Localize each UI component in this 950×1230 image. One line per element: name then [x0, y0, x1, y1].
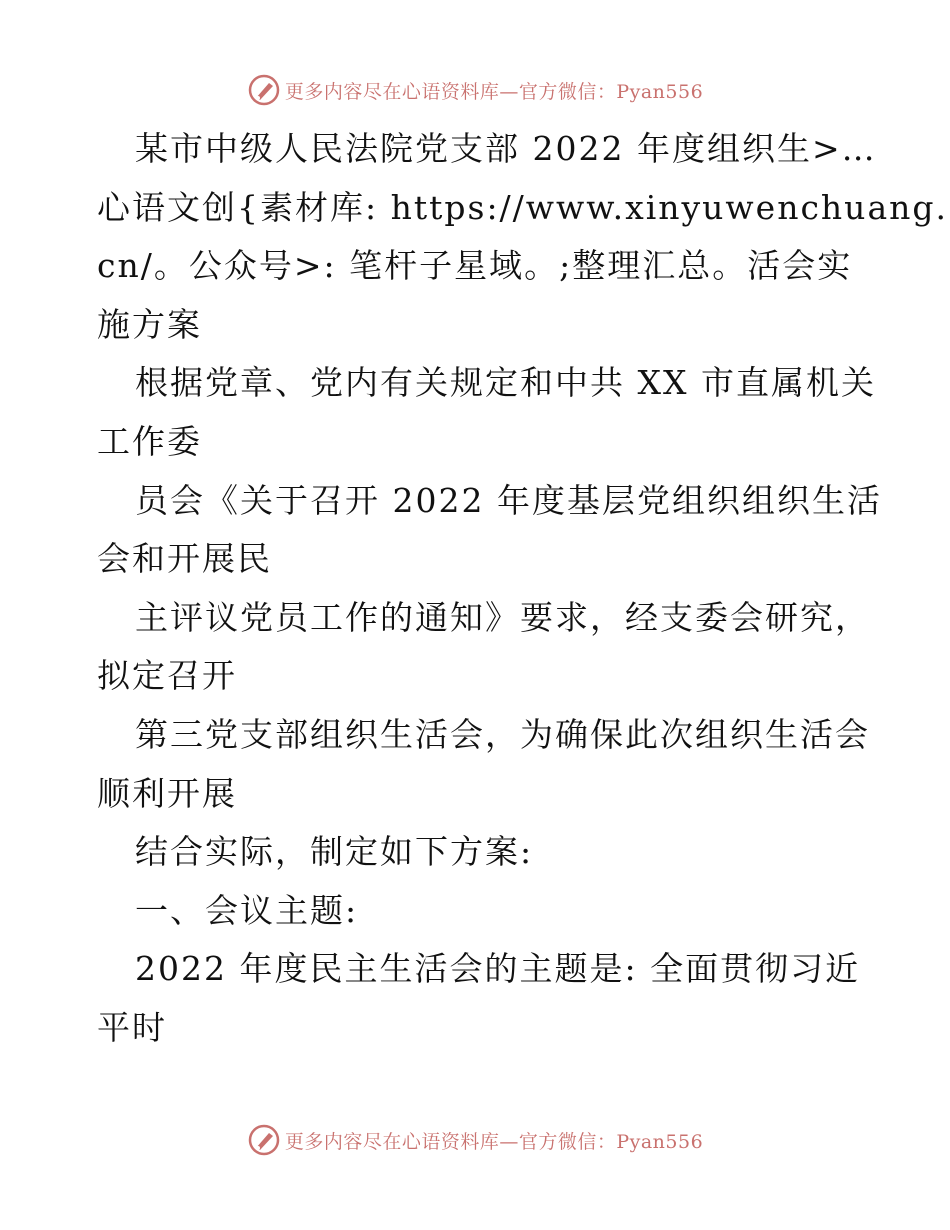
footer-watermark	[0, 1120, 950, 1160]
text-line: 工作委	[97, 421, 202, 461]
text-line: 施方案	[97, 304, 202, 344]
text-line: 员会《关于召开 2022 年度基层党组织组织生活	[135, 480, 882, 520]
text-line: 主评议党员工作的通知》要求，经支委会研究，	[135, 597, 870, 637]
text-line: 根据党章、党内有关规定和中共 XX 市直属机关	[135, 363, 876, 403]
text-line: cn/。公众号>: 笔杆子星域。;整理汇总。活会实	[97, 246, 853, 286]
text-line: 某市中级人民法院党支部 2022 年度组织生>…	[135, 129, 877, 168]
text-line: 会和开展民	[97, 539, 272, 579]
text-line: 拟定召开	[97, 656, 237, 696]
pen-logo-icon	[247, 1123, 281, 1157]
text-line: 第三党支部组织生活会，为确保此次组织生活会	[135, 714, 870, 754]
watermark-text: 更多内容尽在心语资料库—官方微信：Pyan556	[284, 1130, 704, 1153]
header-watermark	[0, 70, 950, 110]
text-line: 平时	[97, 1007, 167, 1047]
text-line: 心语文创{素材库: https://www.xinyuwenchuang.	[97, 187, 948, 227]
text-line: 结合实际，制定如下方案:	[135, 832, 534, 872]
document-body	[97, 120, 948, 1058]
pen-logo-icon	[247, 73, 281, 107]
text-line: 2022 年度民主生活会的主题是: 全面贯彻习近	[135, 949, 861, 989]
section-heading: 一、会议主题:	[135, 890, 359, 930]
text-line: 顺利开展	[97, 773, 237, 813]
watermark-text: 更多内容尽在心语资料库—官方微信：Pyan556	[284, 80, 704, 103]
